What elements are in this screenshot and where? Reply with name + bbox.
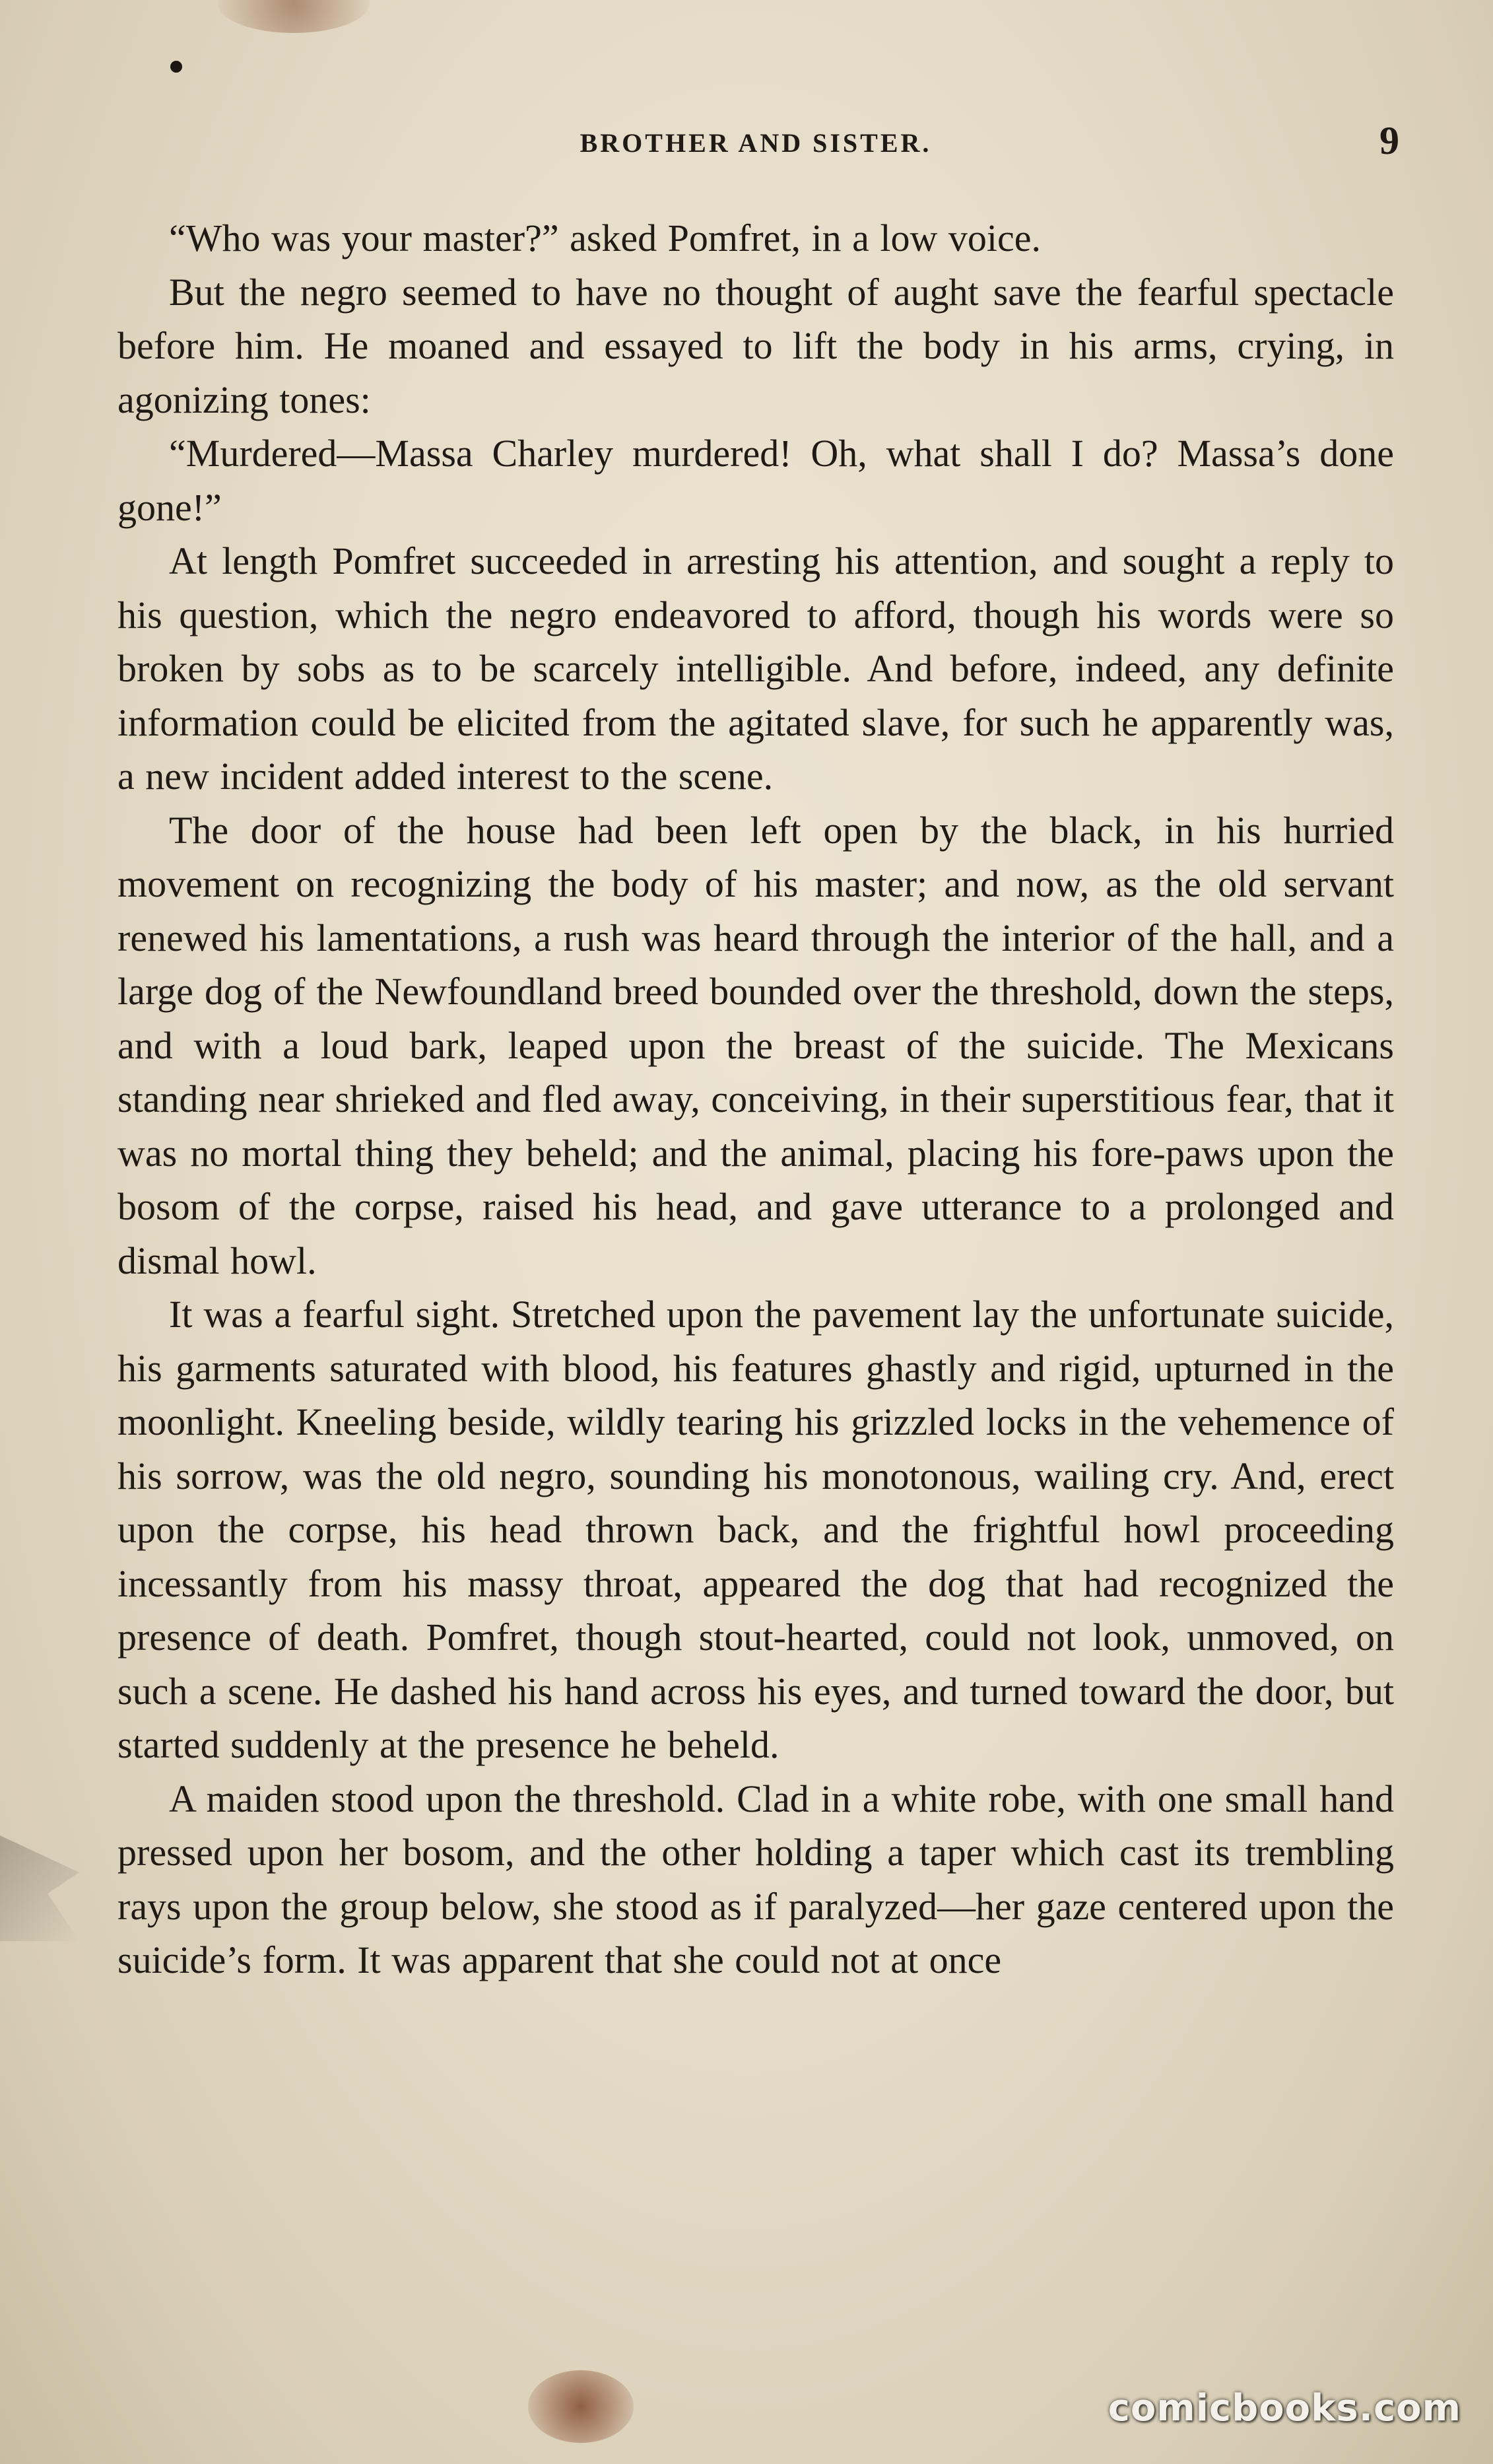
paragraph: At length Pomfret succeeded in arresting his attention, and sought a reply to his question, which the negro endeavored to afford, though his words were so broken by sobs as to be scarcely intelligible. And before, indeed, any definite information could be elicited from the agitated slave, for such he apparently was, a new incident added interest to the scene. <box>117 539 1394 798</box>
page-number: 9 <box>1379 119 1399 162</box>
page-header <box>112 119 1399 175</box>
paragraph: But the negro seemed to have no thought of aught save the fearful spectacle before him. He moaned and essayed to lift the body in his arms, crying, in agonizing tones: <box>117 270 1394 421</box>
site-watermark: comicbooks.com <box>1108 2387 1461 2430</box>
paragraph: The door of the house had been left open by the black, in his hurried movement on recognizing the body of his master; and now, as the old servant renewed his lamentations, a rush was heard through the interior of the hall, and a large dog of the Newfoundland breed bounded over the threshold, down the steps, and with a loud bark, leaped upon the breast of the suicide. The Mexicans standing near shrieked and fled away, conceiving, in their superstitious fear, that it was no mortal thing they beheld; and the animal, placing his fore-paws upon the bosom of the corpse, raised his head, and gave utterance to a prolonged and dismal howl. <box>117 808 1394 1282</box>
paragraph: “Who was your master?” asked Pomfret, in a low voice. <box>169 217 1041 259</box>
paragraph: “Murdered—Massa Charley murdered! Oh, what shall I do? Massa’s done gone!” <box>117 432 1394 529</box>
page-tear <box>0 1835 79 1941</box>
paragraph: It was a fearful sight. Stretched upon the pavement lay the unfortunate suicide, his garments saturated with blood, his features ghastly and rigid, upturned in the moonlight. Kneeling beside, wildly tearing his grizzled locks in the vehemence of his sorrow, was the old negro, sounding his monotonous, wailing cry. And, erect upon the corpse, his head thrown back, and the frightful howl proceeding incessantly from his massy throat, appeared the dog that had recognized the presence of death. Pomfret, though stout-hearted, could not look, unmoved, on such a scene. He dashed his hand across his eyes, and turned toward the door, but started suddenly at the presence he beheld. <box>117 1293 1394 1766</box>
running-head: BROTHER AND SISTER. <box>580 128 932 158</box>
ink-spot <box>170 61 182 73</box>
body-text <box>117 211 1394 1987</box>
paragraph: A maiden stood upon the threshold. Clad in a white robe, with one small hand pressed upon her bosom, and the other holding a taper which cast its trembling rays upon the group below, she stood as if paralyzed—her gaze centered upon the suicide’s form. It was apparent that she could not at once <box>117 1777 1394 1981</box>
paper-stain-bottom <box>528 2370 634 2443</box>
paper-stain-top <box>218 0 370 33</box>
